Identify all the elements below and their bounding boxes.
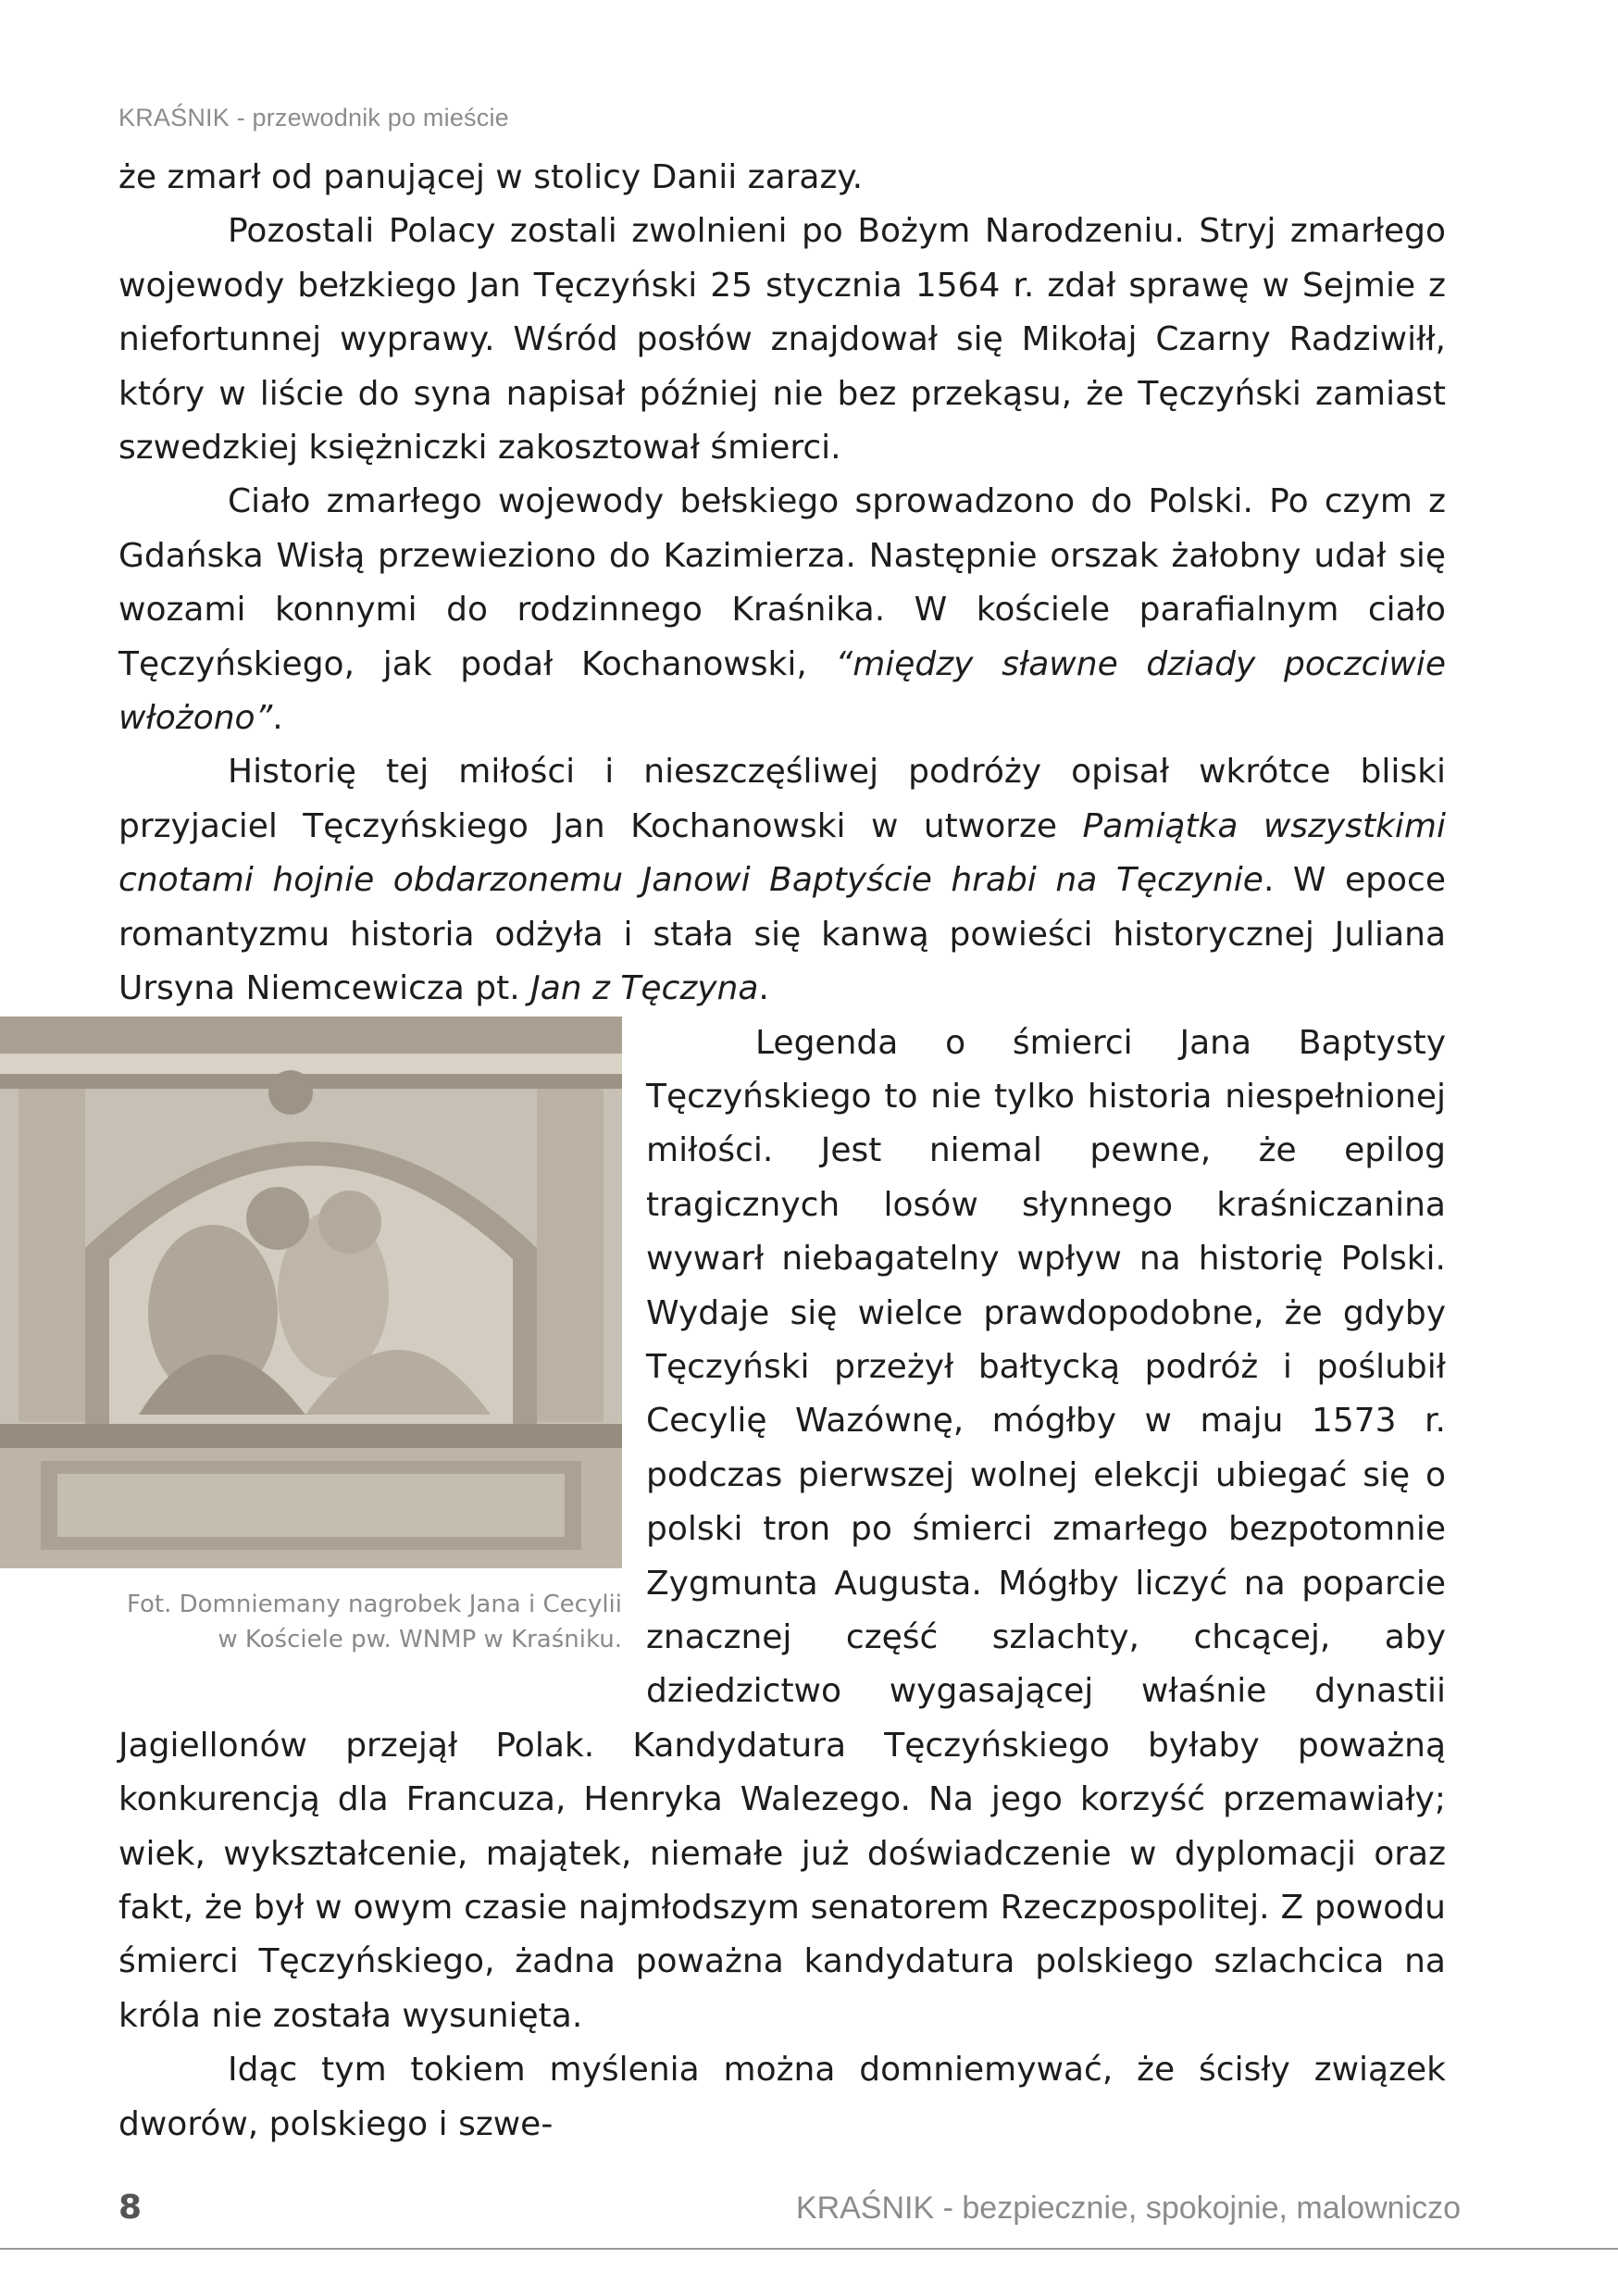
- paragraph-3: [118, 475, 1446, 745]
- running-head: KRAŚNIK - przewodnik po mieście: [118, 104, 509, 131]
- paragraph-5-text: Legenda o śmierci Jana Baptysty Tęczyńskiego to nie tylko historia niespełnionej miłości. Jest niemal pewne, że epilog tragicznych losów słynnego kraśniczanina wywarł niebagatelny wpływ na historię Polski. Wydaje się wielce prawdopodobne, że gdyby Tęczyński przeżył bałtycką podróż i poślubił Cecylię Wazównę, mógłby w maju 1573 r. podczas pierwszej wolnej elekcji ubiegać się o polski tron po śmierci zmarłego bezpotomnie Zygmunta Augusta. Mógłby liczyć na poparcie znacznej część szlachty, chcącej, aby dziedzictwo wygasającej właśnie dynastii Jagiellonów przejął Polak. Kandydatura Tęczyńskiego byłaby poważną konkurencją dla Francuza, Henryka Walezego. Na jego korzyść przemawiały; wiek, wykształcenie, majątek, niemałe już doświadczenie w dyplomacji oraz fakt, że był w owym czasie najmłodszym senatorem Rzeczpospolitej. Z powodu śmierci Tęczyńskiego, żadna poważna kandydatura polskiego szlachcica na króla nie została wysunięta.: [118, 1023, 1446, 2035]
- novel-title: Jan z Tęczyna: [530, 969, 759, 1008]
- tombstone-photo: [0, 1017, 622, 1568]
- paragraph-6: Idąc tym tokiem myślenia można domniemywać, że ścisły związek dworów, polskiego i szwe-: [118, 2051, 1446, 2143]
- page-number: 8: [118, 2189, 143, 2227]
- tombstone-figure: [0, 1017, 622, 1668]
- caption-line-1: Fot. Domniemany nagrobek Jana i Cecylii: [126, 1590, 622, 1618]
- footer-divider: [0, 2248, 1618, 2250]
- paragraph-4-end: .: [758, 969, 769, 1008]
- paragraph-4-middle: . W epoce romantyzmu historia odżyła i stała się kanwą powieści historycznej Juliana Ursyna Niemcewicza pt.: [118, 861, 1446, 1008]
- main-text: [118, 151, 1446, 2152]
- paragraph-3-text: Ciało zmarłego wojewody bełskiego sprowadzono do Polski. Po czym z Gdańska Wisłą przewieziono do Kazimierza. Następnie orszak żałobny udał się wozami konnymi do rodzinnego Kraśnika. W kościele parafialnym ciało Tęczyńskiego, jak podał Kochanowski,: [118, 482, 1446, 683]
- kochanowski-quote: “między sławne dziady poczciwie włożono”: [118, 644, 1447, 738]
- work-title: Pamiątka wszystkimi cnotami hojnie obdarzonemu Janowi Baptyście hrabi na Tęczynie: [118, 806, 1447, 900]
- paragraph-3-end: .: [272, 699, 283, 738]
- paragraph-5: [118, 1017, 1446, 2044]
- paragraph-2: Pozostali Polacy zostali zwolnieni po Bożym Narodzeniu. Stryj zmarłego wojewody bełzkiego Jan Tęczyński 25 stycznia 1564 r. zdał sprawę w Sejmie z niefortunnej wyprawy. Wśród posłów znajdował się Mikołaj Czarny Radziwiłł, który w liście do syna napisał później nie bez przekąsu, że Tęczyński zamiast szwedzkiej księżniczki zakosztował śmierci.: [118, 212, 1446, 468]
- caption-line-2: w Kościele pw. WNMP w Kraśniku.: [218, 1625, 622, 1653]
- photo-caption: [0, 1587, 622, 1657]
- paragraph-4-text: Historię tej miłości i nieszczęśliwej podróży opisał wkrótce bliski przyjaciel Tęczyńskiego Jan Kochanowski w utworze: [118, 753, 1446, 845]
- paragraph-1: że zmarł od panującej w stolicy Danii zarazy.: [118, 158, 864, 196]
- footer-tagline: KRAŚNIK - bezpiecznie, spokojnie, malowniczo: [795, 2190, 1461, 2226]
- paragraph-4: [118, 745, 1446, 1016]
